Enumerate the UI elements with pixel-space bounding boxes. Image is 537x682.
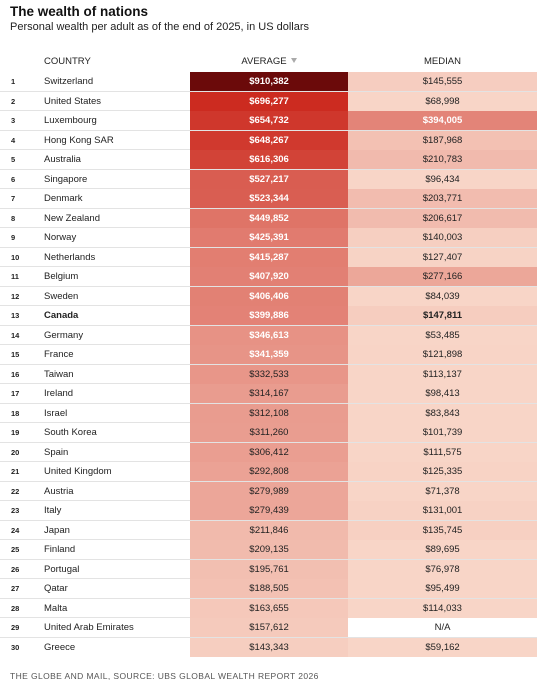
median-cell: $83,843 [348, 404, 537, 423]
median-cell: $95,499 [348, 579, 537, 598]
average-cell: $341,359 [190, 345, 348, 364]
median-cell: $140,003 [348, 228, 537, 247]
country-name: France [44, 349, 74, 361]
median-cell: $145,555 [348, 72, 537, 91]
country-name: Hong Kong SAR [44, 134, 114, 146]
rank-label: 13 [11, 311, 20, 321]
rank-label: 14 [11, 330, 20, 340]
column-header-country[interactable]: COUNTRY [44, 56, 91, 67]
rank-label: 27 [11, 584, 20, 594]
average-cell: $648,267 [190, 131, 348, 150]
median-cell: $147,811 [348, 306, 537, 325]
average-cell: $195,761 [190, 560, 348, 579]
table-row [0, 560, 537, 580]
rank-label: 21 [11, 467, 20, 477]
table-row [0, 540, 537, 560]
table-row [0, 462, 537, 482]
country-name: United Kingdom [44, 466, 112, 478]
average-cell: $616,306 [190, 150, 348, 169]
average-cell: $425,391 [190, 228, 348, 247]
table-row [0, 618, 537, 638]
median-cell: $277,166 [348, 267, 537, 286]
median-cell: $187,968 [348, 131, 537, 150]
table-row [0, 92, 537, 112]
median-cell: N/A [348, 618, 537, 637]
column-header-median[interactable]: MEDIAN [424, 56, 461, 67]
table-row [0, 404, 537, 424]
median-cell: $135,745 [348, 521, 537, 540]
rank-label: 12 [11, 291, 20, 301]
rank-label: 15 [11, 350, 20, 360]
country-name: Luxembourg [44, 115, 97, 127]
rank-label: 25 [11, 545, 20, 555]
table-row [0, 501, 537, 521]
average-cell: $332,533 [190, 365, 348, 384]
average-cell: $407,920 [190, 267, 348, 286]
sort-descending-icon[interactable] [291, 58, 297, 63]
average-cell: $292,808 [190, 462, 348, 481]
rank-label: 10 [11, 252, 20, 262]
average-cell: $279,439 [190, 501, 348, 520]
country-name: Singapore [44, 173, 88, 185]
table-row [0, 482, 537, 502]
country-name: Italy [44, 505, 62, 517]
median-cell: $111,575 [348, 443, 537, 462]
chart-subtitle: Personal wealth per adult as of the end of 2025, in US dollars [10, 21, 310, 33]
rank-label: 5 [11, 155, 16, 165]
median-cell: $59,162 [348, 638, 537, 657]
country-name: Australia [44, 154, 81, 166]
country-name: Finland [44, 544, 76, 556]
rank-label: 7 [11, 194, 16, 204]
average-cell: $143,343 [190, 638, 348, 657]
rank-label: 28 [11, 603, 20, 613]
median-cell: $98,413 [348, 384, 537, 403]
average-cell: $415,287 [190, 248, 348, 267]
median-cell: $114,033 [348, 599, 537, 618]
average-cell: $209,135 [190, 540, 348, 559]
median-cell: $210,783 [348, 150, 537, 169]
average-cell: $163,655 [190, 599, 348, 618]
average-cell: $314,167 [190, 384, 348, 403]
country-name: Belgium [44, 271, 79, 283]
country-name: Spain [44, 446, 69, 458]
median-cell: $84,039 [348, 287, 537, 306]
rank-label: 30 [11, 642, 20, 652]
median-cell: $203,771 [348, 189, 537, 208]
table-row [0, 170, 537, 190]
table-row [0, 150, 537, 170]
table-row [0, 384, 537, 404]
table-body [0, 72, 537, 657]
rank-label: 20 [11, 447, 20, 457]
rank-label: 11 [11, 272, 19, 282]
table-row [0, 131, 537, 151]
country-name: Ireland [44, 388, 74, 400]
country-name: Greece [44, 641, 76, 653]
average-cell: $406,406 [190, 287, 348, 306]
country-name: Malta [44, 602, 68, 614]
average-cell: $449,852 [190, 209, 348, 228]
average-cell: $306,412 [190, 443, 348, 462]
median-cell: $127,407 [348, 248, 537, 267]
median-cell: $96,434 [348, 170, 537, 189]
median-cell: $53,485 [348, 326, 537, 345]
country-name: Netherlands [44, 251, 96, 263]
country-name: Israel [44, 407, 68, 419]
average-cell: $311,260 [190, 423, 348, 442]
table-row [0, 365, 537, 385]
rank-label: 18 [11, 408, 20, 418]
average-cell: $523,344 [190, 189, 348, 208]
country-name: Norway [44, 232, 77, 244]
average-cell: $346,613 [190, 326, 348, 345]
median-cell: $113,137 [348, 365, 537, 384]
table-row [0, 111, 537, 131]
average-cell: $157,612 [190, 618, 348, 637]
average-cell: $654,732 [190, 111, 348, 130]
rank-label: 29 [11, 623, 20, 633]
average-cell: $188,505 [190, 579, 348, 598]
median-cell: $101,739 [348, 423, 537, 442]
rank-label: 17 [11, 389, 20, 399]
average-cell: $527,217 [190, 170, 348, 189]
rank-label: 9 [11, 233, 16, 243]
median-cell: $89,695 [348, 540, 537, 559]
rank-label: 16 [11, 369, 20, 379]
country-name: United Arab Emirates [44, 622, 134, 634]
country-name: New Zealand [44, 212, 100, 224]
median-cell: $394,005 [348, 111, 537, 130]
country-name: Germany [44, 329, 84, 341]
table-row [0, 248, 537, 268]
country-name: Taiwan [44, 368, 74, 380]
table-row [0, 599, 537, 619]
rank-label: 4 [11, 135, 16, 145]
median-cell: $76,978 [348, 560, 537, 579]
table-row [0, 579, 537, 599]
country-name: South Korea [44, 427, 97, 439]
median-cell: $125,335 [348, 462, 537, 481]
rank-label: 8 [11, 213, 16, 223]
table-row [0, 189, 537, 209]
table-row [0, 638, 537, 658]
rank-label: 26 [11, 564, 20, 574]
column-header-average[interactable] [190, 56, 348, 67]
average-cell: $312,108 [190, 404, 348, 423]
rank-label: 23 [11, 506, 20, 516]
table-row [0, 521, 537, 541]
table-row [0, 423, 537, 443]
average-cell: $910,382 [190, 72, 348, 91]
rank-label: 6 [11, 174, 16, 184]
country-name: Qatar [44, 583, 68, 595]
country-name: Canada [44, 310, 79, 322]
chart-title: The wealth of nations [10, 4, 149, 19]
rank-label: 24 [11, 525, 20, 535]
median-cell: $71,378 [348, 482, 537, 501]
country-name: Denmark [44, 193, 83, 205]
table-row [0, 287, 537, 307]
country-name: Austria [44, 485, 74, 497]
rank-label: 1 [11, 77, 16, 86]
median-cell: $121,898 [348, 345, 537, 364]
table-row [0, 443, 537, 463]
median-cell: $131,001 [348, 501, 537, 520]
median-cell: $206,617 [348, 209, 537, 228]
table-row [0, 306, 537, 326]
rank-label: 3 [11, 116, 16, 126]
median-cell: $68,998 [348, 92, 537, 111]
country-name: United States [44, 95, 102, 107]
rank-label: 2 [11, 96, 16, 106]
rank-label: 19 [11, 428, 20, 438]
table-row [0, 326, 537, 346]
country-name: Japan [44, 524, 70, 536]
table-row [0, 345, 537, 365]
source-credit: THE GLOBE AND MAIL, SOURCE: UBS GLOBAL WEALTH REPORT 2026 [10, 671, 319, 681]
average-cell: $279,989 [190, 482, 348, 501]
table-row [0, 228, 537, 248]
table-row [0, 267, 537, 287]
column-header-average-label: AVERAGE [241, 56, 287, 67]
country-name: Portugal [44, 563, 80, 575]
table-row [0, 209, 537, 229]
average-cell: $399,886 [190, 306, 348, 325]
average-cell: $696,277 [190, 92, 348, 111]
country-name: Switzerland [44, 76, 94, 87]
table-row [0, 72, 537, 92]
country-name: Sweden [44, 290, 79, 302]
average-cell: $211,846 [190, 521, 348, 540]
rank-label: 22 [11, 486, 20, 496]
